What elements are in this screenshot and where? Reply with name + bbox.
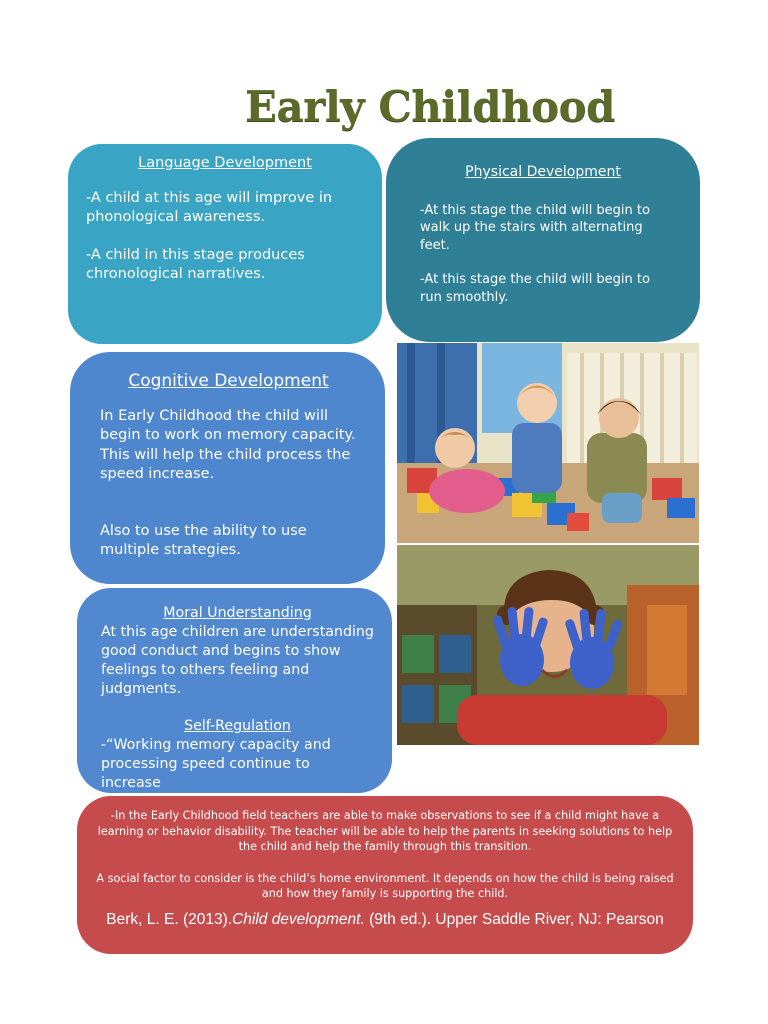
language-heading: Language Development xyxy=(138,155,312,171)
physical-heading: Physical Development xyxy=(465,164,621,180)
citation-title: Child development. xyxy=(232,910,365,928)
bottom-line-2: A social factor to consider is the child’s home environment. It depends on how the child is being raised and how they family is supporting the child. xyxy=(96,871,674,900)
self-regulation-heading: Self-Regulation xyxy=(184,718,291,734)
physical-line-2: -At this stage the child will begin to run smoothly. xyxy=(420,272,650,305)
self-regulation-text: -“Working memory capacity and processing speed continue to increase xyxy=(101,737,331,791)
moral-text: At this age children are understanding good conduct and begins to show feelings to others feeling and judgments. xyxy=(101,624,374,697)
cognitive-heading: Cognitive Development xyxy=(128,371,329,391)
child-painted-hands-photo xyxy=(397,545,699,745)
physical-line-1: -At this stage the child will begin to walk up the stairs with alternating feet. xyxy=(420,202,650,253)
bottom-line-1: -In the Early Childhood field teachers are able to make observations to see if a child might have a learning or behavior disability. The teacher will be able to help the parents in seeking solutions to help the child and help the family through this transition. xyxy=(97,809,673,853)
children-playing-photo xyxy=(397,343,699,543)
cognitive-development-box xyxy=(70,352,385,584)
language-line-2: -A child in this stage produces chronological narratives. xyxy=(86,247,305,282)
moral-heading: Moral Understanding xyxy=(163,605,312,621)
physical-development-box xyxy=(386,138,700,342)
cognitive-line-1: In Early Childhood the child will begin to work on memory capacity. This will help the child process the speed increase. xyxy=(100,407,356,482)
page-title: Early Childhood xyxy=(244,82,615,131)
observation-box xyxy=(77,796,693,954)
citation xyxy=(91,912,679,928)
moral-understanding-box xyxy=(77,588,392,793)
citation-prefix: Berk, L. E. (2013). xyxy=(106,910,233,928)
language-development-box xyxy=(68,144,382,344)
citation-suffix: (9th ed.). Upper Saddle River, NJ: Pearson xyxy=(364,910,664,928)
language-line-1: -A child at this age will improve in phonological awareness. xyxy=(86,190,333,225)
cognitive-line-2: Also to use the ability to use multiple strategies. xyxy=(100,522,307,558)
